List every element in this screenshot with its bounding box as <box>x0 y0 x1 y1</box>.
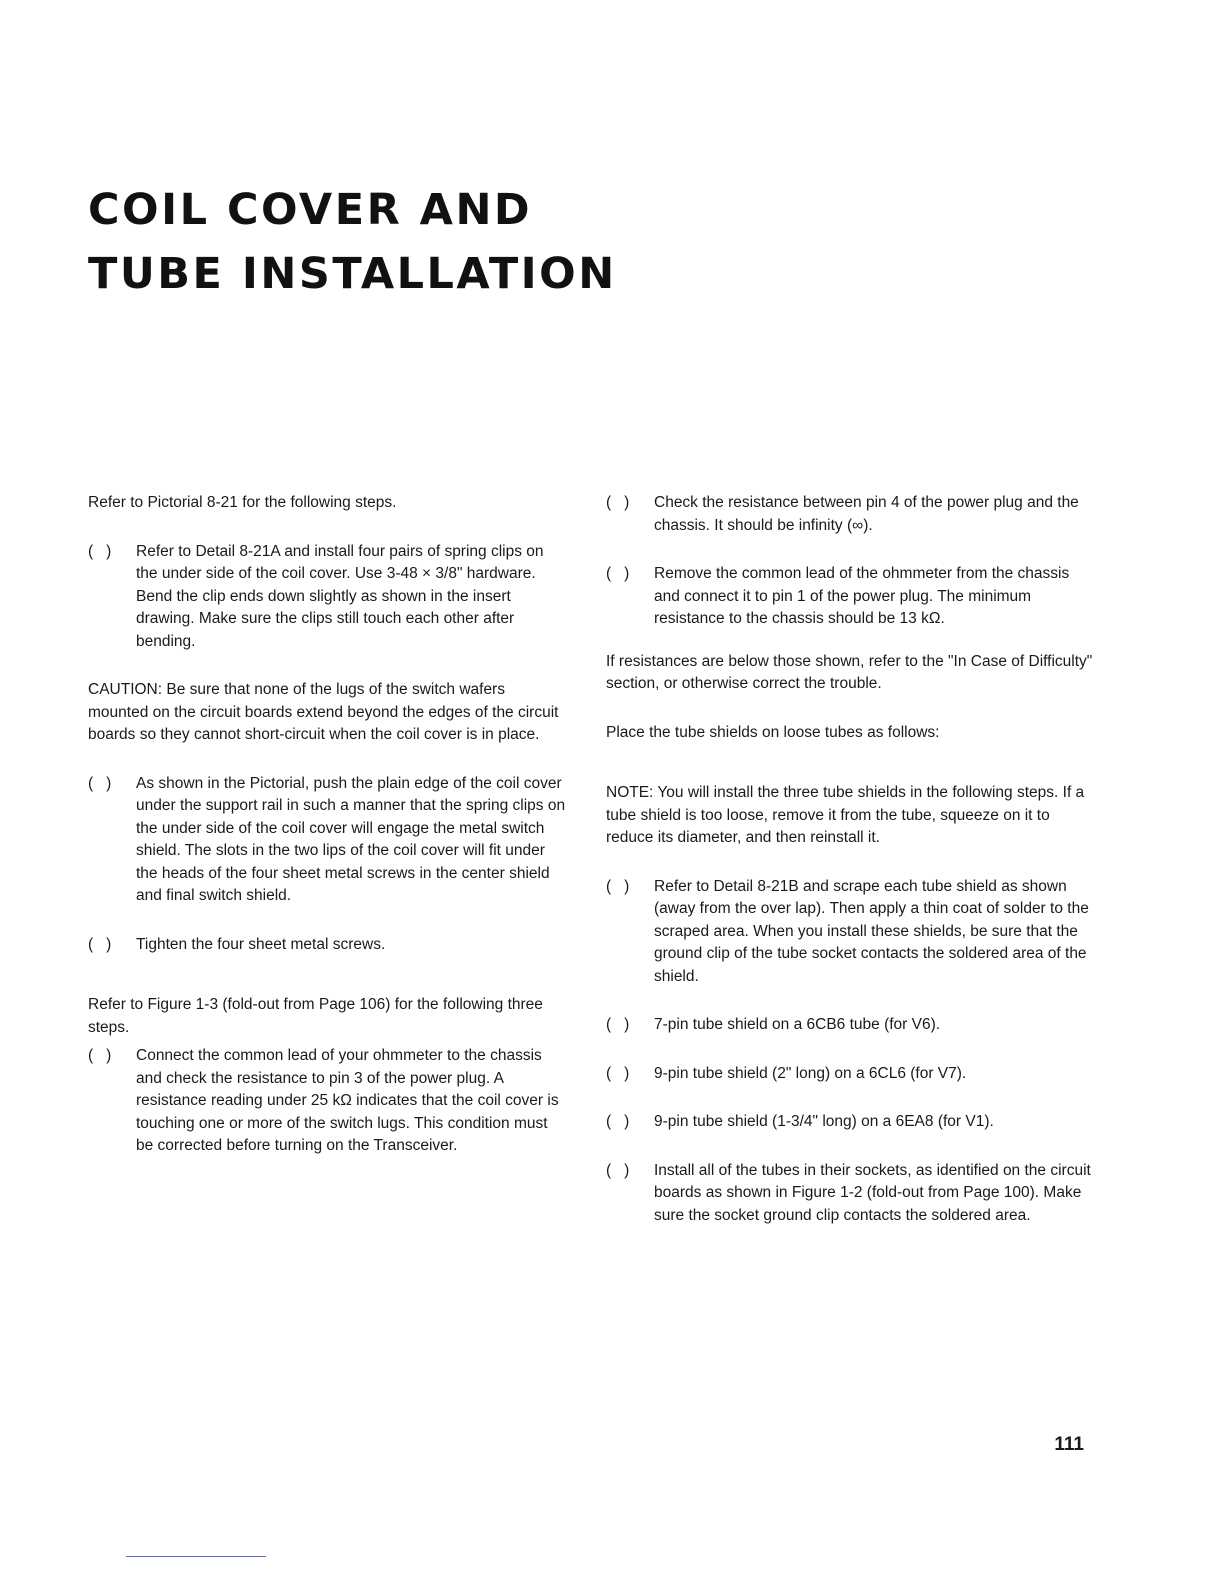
step-checkbox[interactable]: ( ) <box>606 494 630 511</box>
step-text: Connect the common lead of your ohmmeter to the chassis and check the resistance to pin 3 of the power plug. A resistance reading under 25 kΩ indicates that the coil cover is touching one or more of the switch lugs. This condition must be corrected before turning on the Transceiver. <box>136 1047 559 1154</box>
left-column <box>88 492 568 1158</box>
step-text: Remove the common lead of the ohmmeter from the chassis and connect it to pin 1 of the power plug. The minimum resistance to the chassis should be 13 kΩ. <box>654 565 1070 627</box>
step-tighten-screws <box>88 934 568 957</box>
step-check-pin-4 <box>606 492 1096 537</box>
step-text: Check the resistance between pin 4 of the power plug and the chassis. It should be infinity (∞). <box>654 494 1079 534</box>
footer-rule <box>126 1556 266 1557</box>
page-number: 111 <box>1054 1434 1084 1455</box>
step-check-pin-3 <box>88 1045 568 1158</box>
step-text: 9-pin tube shield (2" long) on a 6CL6 (for V7). <box>654 1064 967 1082</box>
title-line-1: COIL COVER AND <box>88 185 533 235</box>
step-shield-v6 <box>606 1014 1096 1037</box>
step-checkbox[interactable]: ( ) <box>88 542 112 560</box>
step-checkbox[interactable]: ( ) <box>606 1016 630 1033</box>
step-text: 9-pin tube shield (1-3/4" long) on a 6EA8 (for V1). <box>654 1113 994 1130</box>
caution-paragraph: CAUTION: Be sure that none of the lugs of the switch wafers mounted on the circuit boards extend beyond the edges of the circuit boards so they cannot short-circuit when the coil cover is in place. <box>88 681 559 743</box>
step-install-tubes <box>606 1160 1096 1228</box>
step-checkbox[interactable]: ( ) <box>606 1064 630 1082</box>
step-shield-v1 <box>606 1111 1096 1134</box>
step-text: Refer to Detail 8-21B and scrape each tube shield as shown (away from the over lap). Then apply a thin coat of solder to the scraped area. When you install these shields, be sure that the ground clip of the tube socket contacts the soldered area of the shield. <box>654 877 1089 985</box>
intro-paragraph: Refer to Pictorial 8-21 for the following steps. <box>88 494 397 511</box>
step-push-coil-cover <box>88 773 568 908</box>
step-checkbox[interactable]: ( ) <box>88 935 112 953</box>
step-shield-v7 <box>606 1063 1096 1086</box>
step-checkbox[interactable]: ( ) <box>606 565 630 582</box>
step-text: As shown in the Pictorial, push the plain edge of the coil cover under the support rail in such a manner that the spring clips on the under side of the coil cover will engage the metal switch shield. The slots in the two lips of the coil cover will fit under the heads of the four sheet metal screws in the center shield and final switch shield. <box>136 774 566 904</box>
step-text: Refer to Detail 8-21A and install four pairs of spring clips on the under side of the coil cover. Use 3-48 × 3/8" hardware. Bend the clip ends down slightly as shown in the insert drawing. Make sure the clips still touch each other after bending. <box>136 542 544 650</box>
step-checkbox[interactable]: ( ) <box>88 774 112 792</box>
step-install-spring-clips <box>88 541 568 654</box>
step-text: Tighten the four sheet metal screws. <box>136 935 386 953</box>
page-title <box>88 178 617 306</box>
difficulty-paragraph: If resistances are below those shown, refer to the "In Case of Difficulty" section, or otherwise correct the trouble. <box>606 652 1093 692</box>
refer-figure-paragraph: Refer to Figure 1-3 (fold-out from Page 106) for the following three steps. <box>88 996 543 1036</box>
step-checkbox[interactable]: ( ) <box>606 877 630 895</box>
place-shields-paragraph: Place the tube shields on loose tubes as follows: <box>606 723 940 741</box>
note-paragraph: NOTE: You will install the three tube shields in the following steps. If a tube shield is too loose, remove it from the tube, squeeze on it to reduce its diameter, and then reinstall it. <box>606 784 1085 846</box>
step-text: Install all of the tubes in their sockets, as identified on the circuit boards as shown in Figure 1-2 (fold-out from Page 100). Make sure the socket ground clip contacts the soldered area. <box>654 1161 1091 1224</box>
title-line-2: TUBE INSTALLATION <box>88 249 617 299</box>
step-checkbox[interactable]: ( ) <box>606 1113 630 1130</box>
step-check-pin-1 <box>606 563 1096 631</box>
step-scrape-shields <box>606 876 1096 989</box>
right-column <box>606 492 1096 1227</box>
step-checkbox[interactable]: ( ) <box>88 1047 112 1064</box>
step-checkbox[interactable]: ( ) <box>606 1161 630 1179</box>
step-text: 7-pin tube shield on a 6CB6 tube (for V6). <box>654 1016 941 1033</box>
